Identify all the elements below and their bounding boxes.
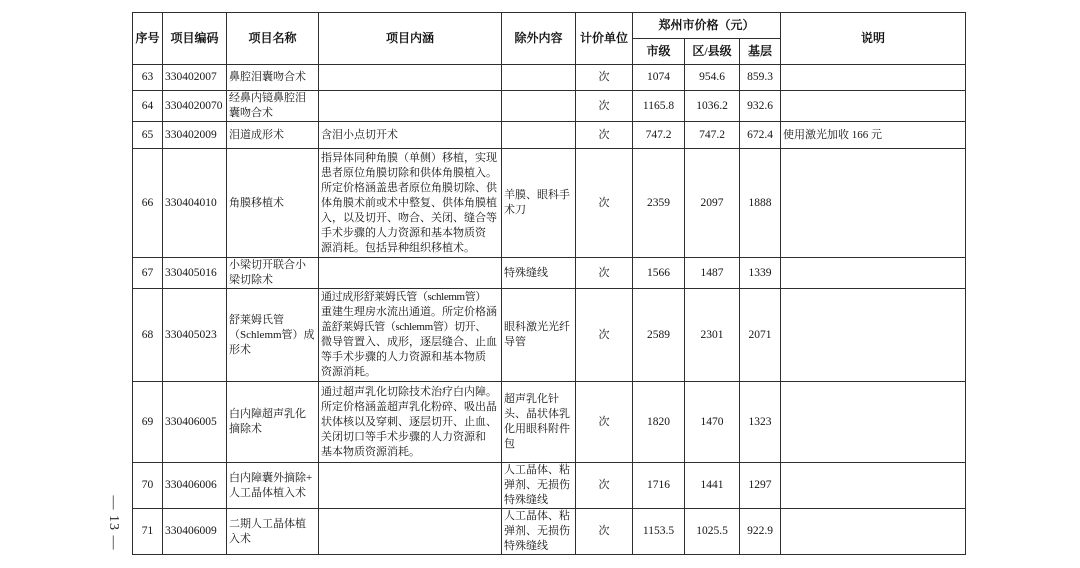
- cell-price-county: 1487: [685, 258, 740, 289]
- cell-note: [781, 382, 966, 463]
- cell-price-city: 1566: [633, 258, 685, 289]
- table-body: [133, 65, 966, 555]
- cell-code: 330405023: [163, 289, 227, 382]
- cell-line: 人工晶体、粘: [504, 464, 570, 476]
- cell-line: 状体核以及穿刺、逐层切开、止血、: [321, 415, 497, 428]
- table-row: [133, 463, 966, 509]
- cell-price-basic: 1888: [740, 149, 781, 258]
- cell-line: 微导管置入、成形，逐层缝合、止血: [321, 336, 497, 348]
- cell-line: （Schlemm管）成: [229, 328, 315, 341]
- cell-code: 330405016: [163, 258, 227, 289]
- cell-excluded: [502, 91, 576, 122]
- table-row: [133, 122, 966, 149]
- cell-line: 超声乳化针: [504, 393, 559, 405]
- cell-code: 330406005: [163, 382, 227, 463]
- cell-note: [781, 65, 966, 91]
- header-price-group: 郑州市价格（元）: [633, 13, 781, 39]
- cell-price-basic: 2071: [740, 289, 781, 382]
- cell-seq: 70: [133, 463, 163, 509]
- cell-unit: 次: [576, 289, 633, 382]
- table-row: [133, 65, 966, 91]
- cell-note: [781, 509, 966, 555]
- header-unit: 计价单位: [576, 13, 633, 65]
- cell-line: 舒莱姆氏管: [229, 313, 284, 326]
- cell-unit: 次: [576, 509, 633, 555]
- cell-note: [781, 91, 966, 122]
- cell-line: 手术步骤的人力资源和基本物质资: [321, 226, 486, 239]
- cell-price-county: 1441: [685, 463, 740, 509]
- header-price-city: 市级: [633, 39, 685, 65]
- cell-unit: 次: [576, 91, 633, 122]
- cell-price-basic: 1323: [740, 382, 781, 463]
- cell-line: 盖舒莱姆氏管（schlemm管）切开、: [321, 321, 487, 333]
- cell-price-city: 2589: [633, 289, 685, 382]
- cell-name: [227, 149, 319, 258]
- cell-line: 人工晶体、粘: [504, 510, 570, 522]
- cell-line: 等手术步骤的人力资源和基本物质: [321, 351, 486, 363]
- cell-price-city: 747.2: [633, 122, 685, 149]
- cell-excluded: [502, 509, 576, 555]
- cell-line: 特殊缝线: [504, 494, 548, 506]
- cell-line: 羊膜、眼科手: [504, 189, 570, 201]
- cell-line: 通过超声乳化切除技术治疗白内障。: [321, 385, 497, 398]
- table-row: [133, 258, 966, 289]
- cell-excluded: [502, 382, 576, 463]
- cell-seq: 67: [133, 258, 163, 289]
- cell-line: 体角膜术前或术中整复、供体角膜植: [321, 196, 497, 209]
- cell-code: 3304020070: [163, 91, 227, 122]
- cell-name: [227, 91, 319, 122]
- cell-seq: 63: [133, 65, 163, 91]
- cell-line: 二期人工晶体植: [229, 517, 306, 530]
- cell-seq: 71: [133, 509, 163, 555]
- cell-price-city: 2359: [633, 149, 685, 258]
- cell-line: 头、晶状体乳: [504, 408, 570, 420]
- cell-line: 基本物质资源消耗。: [321, 445, 420, 458]
- cell-content: [319, 122, 502, 149]
- header-name: 项目名称: [227, 13, 319, 65]
- cell-unit: 次: [576, 258, 633, 289]
- header-price-county: 区/县级: [685, 39, 740, 65]
- cell-line: 弹剂、无损伤: [504, 525, 570, 537]
- cell-line: 白内障超声乳化: [229, 408, 306, 420]
- table-row: [133, 289, 966, 382]
- price-table: [132, 12, 966, 555]
- cell-line: 小梁切开联合小: [229, 259, 306, 271]
- cell-excluded: [502, 122, 576, 149]
- header-seq: 序号: [133, 13, 163, 65]
- cell-line: 梁切除术: [229, 274, 273, 286]
- cell-line: 包: [504, 438, 515, 450]
- cell-note: [781, 463, 966, 509]
- cell-code: 330406006: [163, 463, 227, 509]
- cell-price-county: 954.6: [685, 65, 740, 91]
- cell-name: [227, 289, 319, 382]
- cell-price-city: 1716: [633, 463, 685, 509]
- cell-name: [227, 65, 319, 91]
- cell-price-county: 1036.2: [685, 91, 740, 122]
- cell-line: 指异体同种角膜（单侧）移植，实现: [321, 151, 497, 164]
- header-code: 项目编码: [163, 13, 227, 65]
- cell-note: [781, 149, 966, 258]
- page-number: — 13 —: [106, 495, 121, 551]
- cell-seq: 66: [133, 149, 163, 258]
- cell-content: [319, 149, 502, 258]
- cell-content: [319, 258, 502, 289]
- table-header: [133, 13, 966, 65]
- cell-code: 330402009: [163, 122, 227, 149]
- cell-line: 化用眼科附件: [504, 423, 570, 435]
- cell-line: 弹剂、无损伤: [504, 479, 570, 491]
- cell-content: [319, 509, 502, 555]
- cell-line: 重建生理房水流出通道。所定价格涵: [321, 306, 497, 318]
- cell-price-basic: 1297: [740, 463, 781, 509]
- header-price-basic: 基层: [740, 39, 781, 65]
- cell-excluded: [502, 65, 576, 91]
- cell-line: 所定价格涵盖患者原位角膜切除、供: [321, 181, 497, 194]
- cell-price-basic: 1339: [740, 258, 781, 289]
- cell-name: [227, 463, 319, 509]
- cell-code: 330402007: [163, 65, 227, 91]
- cell-content: [319, 463, 502, 509]
- cell-line: 眼科激光光纤: [504, 321, 570, 333]
- cell-line: 所定价格涵盖超声乳化粉碎、吸出晶: [321, 400, 497, 413]
- cell-price-county: 1025.5: [685, 509, 740, 555]
- cell-seq: 68: [133, 289, 163, 382]
- cell-seq: 69: [133, 382, 163, 463]
- cell-excluded: [502, 289, 576, 382]
- header-excluded: 除外内容: [502, 13, 576, 65]
- cell-unit: 次: [576, 149, 633, 258]
- cell-unit: 次: [576, 463, 633, 509]
- cell-name: [227, 258, 319, 289]
- table-row: [133, 382, 966, 463]
- cell-note: [781, 289, 966, 382]
- cell-note: [781, 258, 966, 289]
- cell-note: 使用激光加收 166 元: [781, 122, 966, 149]
- cell-line: 源消耗。包括异种组织移植术。: [321, 241, 475, 254]
- cell-unit: 次: [576, 122, 633, 149]
- cell-line: 鼻腔泪囊吻合术: [229, 71, 306, 83]
- cell-code: 330406009: [163, 509, 227, 555]
- cell-price-city: 1165.8: [633, 91, 685, 122]
- table-row: [133, 509, 966, 555]
- cell-unit: 次: [576, 65, 633, 91]
- header-row: [133, 13, 966, 39]
- cell-code: 330404010: [163, 149, 227, 258]
- cell-line: 泪道成形术: [229, 128, 284, 141]
- cell-line: 囊吻合术: [229, 107, 273, 119]
- cell-price-basic: 922.9: [740, 509, 781, 555]
- cell-line: 白内障囊外摘除+: [229, 471, 313, 484]
- cell-unit: 次: [576, 382, 633, 463]
- cell-line: 特殊缝线: [504, 266, 548, 279]
- cell-line: 患者原位角膜切除和供体角膜植入。: [321, 166, 497, 179]
- cell-price-city: 1820: [633, 382, 685, 463]
- cell-line: 含泪小点切开术: [321, 128, 398, 141]
- cell-price-basic: 932.6: [740, 91, 781, 122]
- cell-line: 术刀: [504, 204, 526, 216]
- cell-content: [319, 289, 502, 382]
- cell-line: 经鼻内镜鼻腔泪: [229, 92, 306, 104]
- cell-content: [319, 382, 502, 463]
- cell-line: 人工晶体植入术: [229, 486, 306, 499]
- cell-price-basic: 672.4: [740, 122, 781, 149]
- cell-seq: 64: [133, 91, 163, 122]
- cell-price-city: 1153.5: [633, 509, 685, 555]
- cell-excluded: [502, 463, 576, 509]
- cell-excluded: [502, 149, 576, 258]
- cell-price-basic: 859.3: [740, 65, 781, 91]
- cell-price-county: 2301: [685, 289, 740, 382]
- header-note: 说明: [781, 13, 966, 65]
- cell-price-county: 1470: [685, 382, 740, 463]
- cell-line: 入，以及切开、吻合、关闭、缝合等: [321, 211, 497, 224]
- cell-content: [319, 65, 502, 91]
- table-row: [133, 149, 966, 258]
- cell-price-city: 1074: [633, 65, 685, 91]
- cell-line: 导管: [504, 336, 526, 348]
- cell-line: 关闭切口等手术步骤的人力资源和: [321, 430, 486, 443]
- cell-excluded: [502, 258, 576, 289]
- cell-line: 角膜移植术: [229, 196, 284, 209]
- cell-line: 入术: [229, 532, 251, 545]
- header-content: 项目内涵: [319, 13, 502, 65]
- cell-content: [319, 91, 502, 122]
- cell-line: 特殊缝线: [504, 540, 548, 552]
- cell-line: 通过成形舒莱姆氏管（schlemm管）: [321, 291, 487, 303]
- cell-line: 形术: [229, 343, 251, 356]
- cell-name: [227, 382, 319, 463]
- cell-seq: 65: [133, 122, 163, 149]
- cell-price-county: 2097: [685, 149, 740, 258]
- cell-name: [227, 509, 319, 555]
- cell-line: 资源消耗。: [321, 366, 376, 378]
- cell-price-county: 747.2: [685, 122, 740, 149]
- cell-name: [227, 122, 319, 149]
- table-row: [133, 91, 966, 122]
- cell-line: 摘除术: [229, 423, 262, 435]
